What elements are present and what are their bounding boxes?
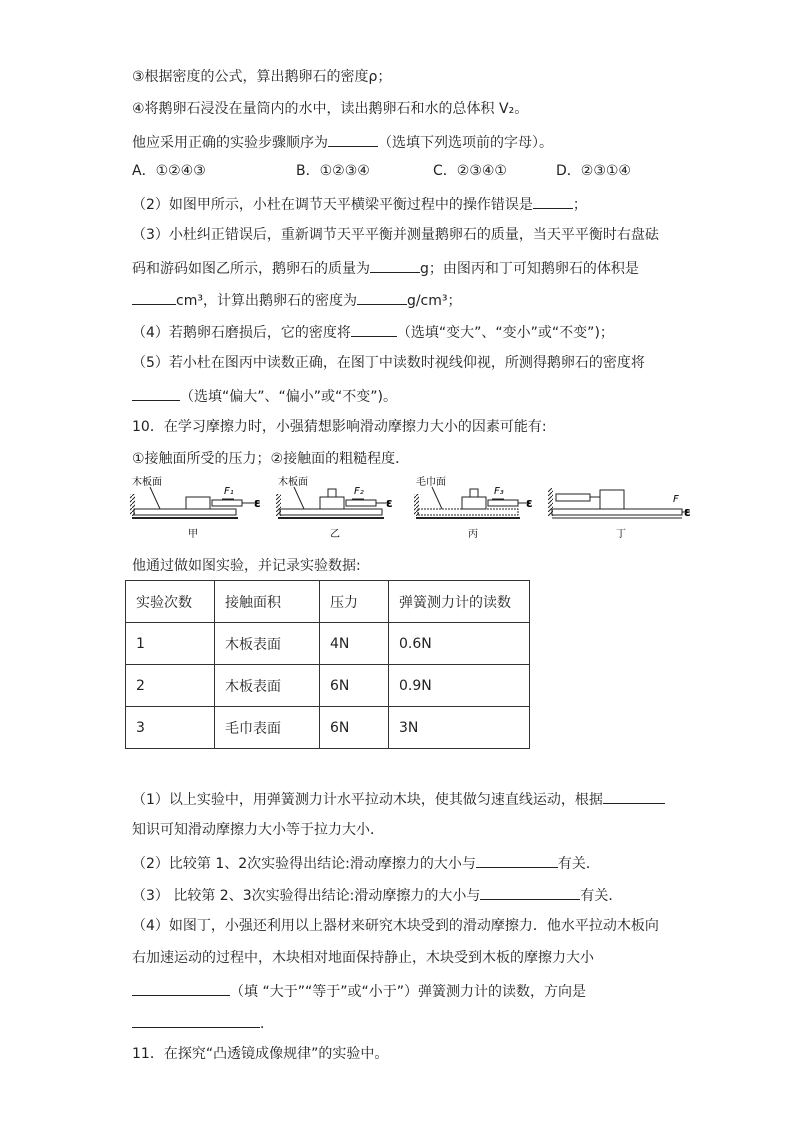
- q10-part-1-line1: （1）以上实验中，用弹簧测力计水平拉动木块，使其做匀速直线运动，根据: [132, 789, 665, 809]
- svg-text:ε: ε: [684, 505, 691, 519]
- table-cell: 6N: [320, 665, 389, 707]
- table-cell: 3: [126, 707, 215, 749]
- table-cell: 3N: [389, 707, 530, 749]
- table-cell: 木板表面: [215, 665, 320, 707]
- option-c: C．②③④①: [433, 163, 507, 179]
- figure-caption: 丁: [616, 529, 626, 540]
- table-cell: 木板表面: [215, 623, 320, 665]
- svg-text:ε: ε: [254, 496, 261, 510]
- q9-part-4: （4）若鹅卵石磨损后，它的密度将 （选填“变大”、“变小”或“不变”)；: [132, 322, 614, 342]
- option-b: B．①②③④: [296, 163, 370, 179]
- table-cell: 0.6N: [389, 623, 530, 665]
- figure-jia: [130, 475, 261, 540]
- answer-blank[interactable]: [132, 981, 230, 996]
- answer-blank[interactable]: [132, 1013, 260, 1028]
- q10-part-1-line2: 知识可知滑动摩擦力大小等于拉力大小．: [132, 822, 384, 838]
- force-label: F₃: [494, 486, 504, 497]
- table-cell: 0.9N: [389, 665, 530, 707]
- table-cell: 毛巾表面: [215, 707, 320, 749]
- q10-part-4-line4: ．: [132, 1013, 274, 1033]
- force-label: F₁: [224, 486, 234, 497]
- figure-caption: 丙: [468, 529, 478, 540]
- surface-label: 毛巾面: [416, 477, 446, 488]
- friction-experiment-figures: [128, 472, 698, 542]
- table-row: [126, 707, 530, 749]
- answer-blank[interactable]: [603, 789, 665, 804]
- step-order-prompt: 他应采用正确的实验步骤顺序为 （选填下列选项前的字母）。: [132, 132, 553, 152]
- figure-yi: [276, 475, 393, 540]
- figure-bing: [414, 475, 533, 540]
- q10-intro: 10．在学习摩擦力时，小强猜想影响滑动摩擦力大小的因素可能有:: [132, 419, 547, 435]
- table-header-row: [126, 581, 530, 623]
- table-cell: 6N: [320, 707, 389, 749]
- q10-factors: ①接触面所受的压力；②接触面的粗糙程度．: [132, 451, 410, 467]
- step-3: ③根据密度的公式，算出鹅卵石的密度ρ；: [132, 69, 392, 85]
- answer-blank[interactable]: [533, 194, 573, 209]
- table-cell: 4N: [320, 623, 389, 665]
- answer-blank[interactable]: [351, 322, 397, 337]
- table-row: [126, 623, 530, 665]
- step-4: ④将鹅卵石浸没在量筒内的水中，读出鹅卵石和水的总体积 V₂。: [132, 101, 529, 117]
- q9-part-3-line3: cm³，计算出鹅卵石的密度为 g/cm³；: [132, 290, 462, 310]
- table-header: 接触面积: [215, 581, 320, 623]
- svg-text:ε: ε: [386, 496, 393, 510]
- q10-part-2: （2）比较第 1、2次实验得出结论:滑动摩擦力的大小与 有关．: [132, 853, 600, 873]
- option-d: D．②③①④: [556, 163, 631, 179]
- option-a: A．①②④③: [132, 163, 206, 179]
- q9-part-3-line2: 码和游码如图乙所示，鹅卵石的质量为 g；由图丙和丁可知鹅卵石的体积是: [132, 258, 639, 278]
- q9-part-2: （2）如图甲所示，小杜在调节天平横梁平衡过程中的操作错误是 ；: [132, 194, 587, 214]
- svg-text:ε: ε: [526, 496, 533, 510]
- q11-intro: 11．在探究“凸透镜成像规律”的实验中。: [132, 1046, 389, 1062]
- answer-blank[interactable]: [480, 885, 580, 900]
- q9-part-5-line1: （5）若小杜在图丙中读数正确，在图丁中读数时视线仰视，所测得鹅卵石的密度将: [132, 355, 645, 371]
- force-label: F: [673, 494, 679, 505]
- q10-part-3: （3） 比较第 2、3次实验得出结论:滑动摩擦力的大小与 有关．: [132, 885, 622, 905]
- q10-part-4-line2: 右加速运动的过程中，木块相对地面保持静止，木块受到木板的摩擦力大小: [132, 950, 594, 966]
- figure-ding: [548, 488, 691, 540]
- experiment-data-table: [125, 580, 530, 749]
- answer-blank[interactable]: [132, 386, 180, 401]
- answer-blank[interactable]: [370, 258, 420, 273]
- answer-blank[interactable]: [328, 132, 378, 147]
- figure-caption: 甲: [188, 529, 198, 540]
- table-header: 弹簧测力计的读数: [389, 581, 530, 623]
- q10-part-4-line1: （4）如图丁，小强还利用以上器材来研究木块受到的滑动摩擦力．他水平拉动木板向: [132, 918, 659, 934]
- table-cell: 2: [126, 665, 215, 707]
- q10-record: 他通过做如图实验，并记录实验数据:: [132, 558, 361, 574]
- table-cell: 1: [126, 623, 215, 665]
- q9-part-5-line2: （选填“偏大”、“偏小”或“不变”)。: [132, 386, 397, 406]
- answer-blank[interactable]: [132, 290, 176, 305]
- answer-blank[interactable]: [476, 853, 558, 868]
- surface-label: 木板面: [132, 477, 162, 488]
- q10-part-4-line3: （填 “大于”“等于”或“小于”）弹簧测力计的读数，方向是: [132, 981, 586, 1001]
- table-row: [126, 665, 530, 707]
- surface-label: 木板面: [278, 477, 308, 488]
- table-header: 压力: [320, 581, 389, 623]
- q9-part-3-line1: （3）小杜纠正错误后，重新调节天平平衡并测量鹅卵石的质量，当天平平衡时右盘砝: [132, 227, 659, 243]
- table-header: 实验次数: [126, 581, 215, 623]
- figure-caption: 乙: [330, 529, 340, 540]
- answer-blank[interactable]: [357, 290, 407, 305]
- force-label: F₂: [354, 486, 364, 497]
